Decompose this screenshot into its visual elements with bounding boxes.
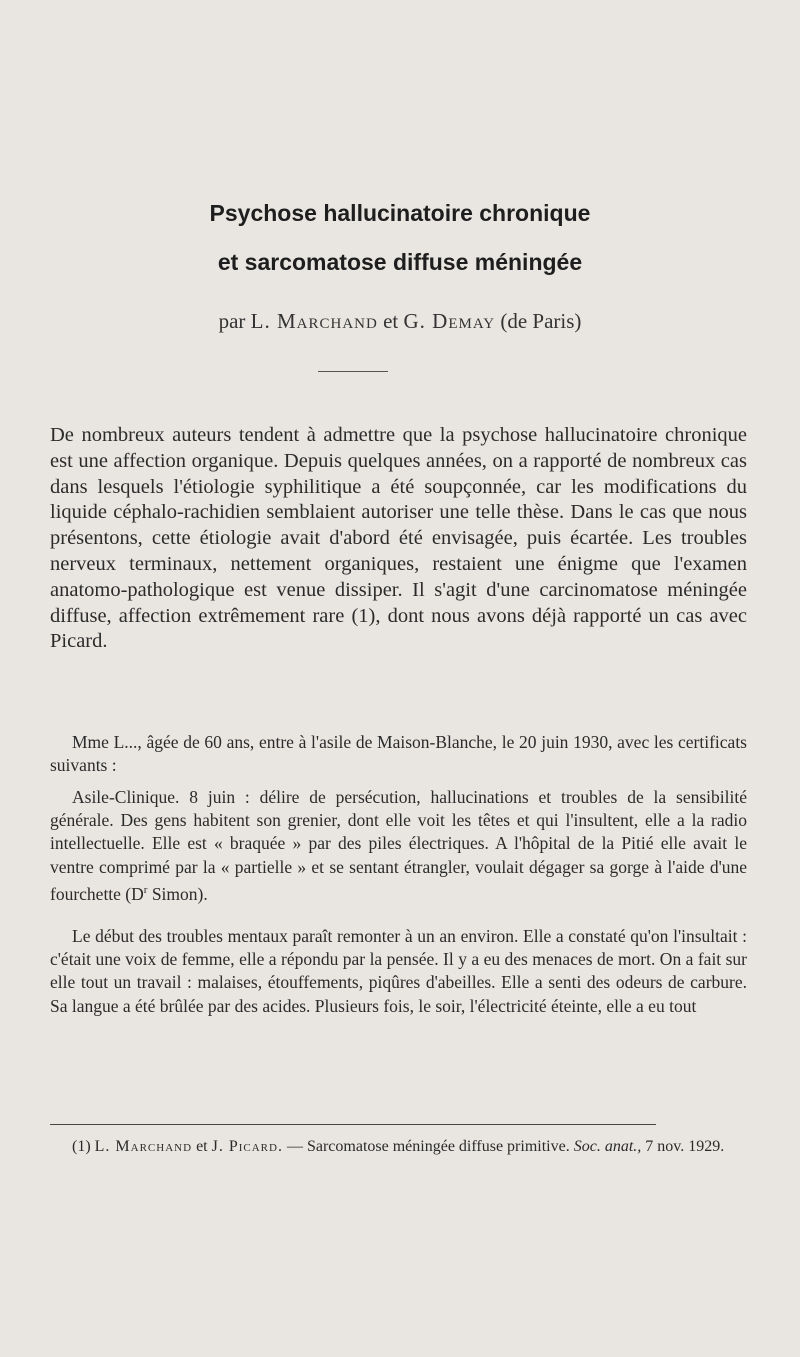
footnote-journal: Soc. anat.,: [573, 1138, 642, 1155]
author-location: (de Paris): [500, 309, 582, 333]
title-separator-rule: [318, 371, 388, 372]
article-title-line-1: Psychose hallucinatoire chronique: [209, 200, 591, 226]
onset-paragraph: Le début des troubles mentaux paraît remonter à un an environ. Elle a constaté qu'on l'insultait : c'était une voix de femme, elle a répondu par la pensée. Il y a eu des menaces de mort. On a fait sur elle tout un travail : malaises, étouffements, piqûres d'abeilles. Elle a senti des odeurs de carbure. Sa langue a été brûlée par des acides. Plusieurs fois, le soir, l'électricité éteinte, elle a eu tout: [50, 926, 747, 1016]
certificate-text: Asile-Clinique. 8 juin : délire de persécution, hallucinations et troubles de la sensibilité générale. Des gens habitent son grenier, dont elle voit les têtes et qui l'insultent, elle a la radio intellectuelle. Elle est « braquée » par des piles électriques. A l'hôpital de la Pitié elle avait le ventre comprimé par la « partielle » et se sentant étrangler, voulait dégager sa gorge à l'aide d'une fourchette (D: [50, 787, 747, 904]
byline-connector: et: [383, 309, 399, 333]
certificate-text-end: Simon).: [147, 883, 208, 904]
footnote-separator-rule: [50, 1124, 656, 1125]
footnote-connector: et: [196, 1138, 208, 1155]
footnote-text: — Sarcomatose méningée diffuse primitive.: [282, 1138, 574, 1155]
footnote-author-a: L. Marchand: [94, 1138, 193, 1155]
certificate-paragraph: [50, 786, 747, 906]
footnote-date: 7 nov. 1929.: [641, 1138, 725, 1155]
author-2: G. Demay: [403, 309, 496, 333]
byline: [0, 309, 800, 334]
footnote-author-b: J. Picard.: [211, 1138, 283, 1155]
author-1: L. Marchand: [250, 309, 378, 333]
footnote: [50, 1137, 747, 1157]
case-intro-paragraph: Mme L..., âgée de 60 ans, entre à l'asile de Maison-Blanche, le 20 juin 1930, avec les certificats suivants :: [50, 732, 747, 776]
footnote-marker: (1): [72, 1138, 91, 1155]
certificate-superscript: r: [143, 883, 148, 896]
article-title-line-2: et sarcomatose diffuse méningée: [217, 249, 583, 275]
intro-paragraph: De nombreux auteurs tendent à admettre que la psychose hallucinatoire chronique est une affection organique. Depuis quelques années, on a rapporté de nombreux cas dans lesquels l'étiologie syphilitique a été soupçonnée, car les modifications du liquide céphalo-rachidien semblaient autoriser une telle thèse. Dans le cas que nous présentons, cette étiologie avait d'abord été envisagée, puis écartée. Les troubles nerveux terminaux, nettement organiques, restaient une énigme que l'examen anatomo-pathologique est venue dissiper. Il s'agit d'une carcinomatose méningée diffuse, affection extrêmement rare (1), dont nous avons déjà rapporté un cas avec Picard.: [50, 424, 747, 653]
byline-prefix: par: [218, 309, 246, 333]
